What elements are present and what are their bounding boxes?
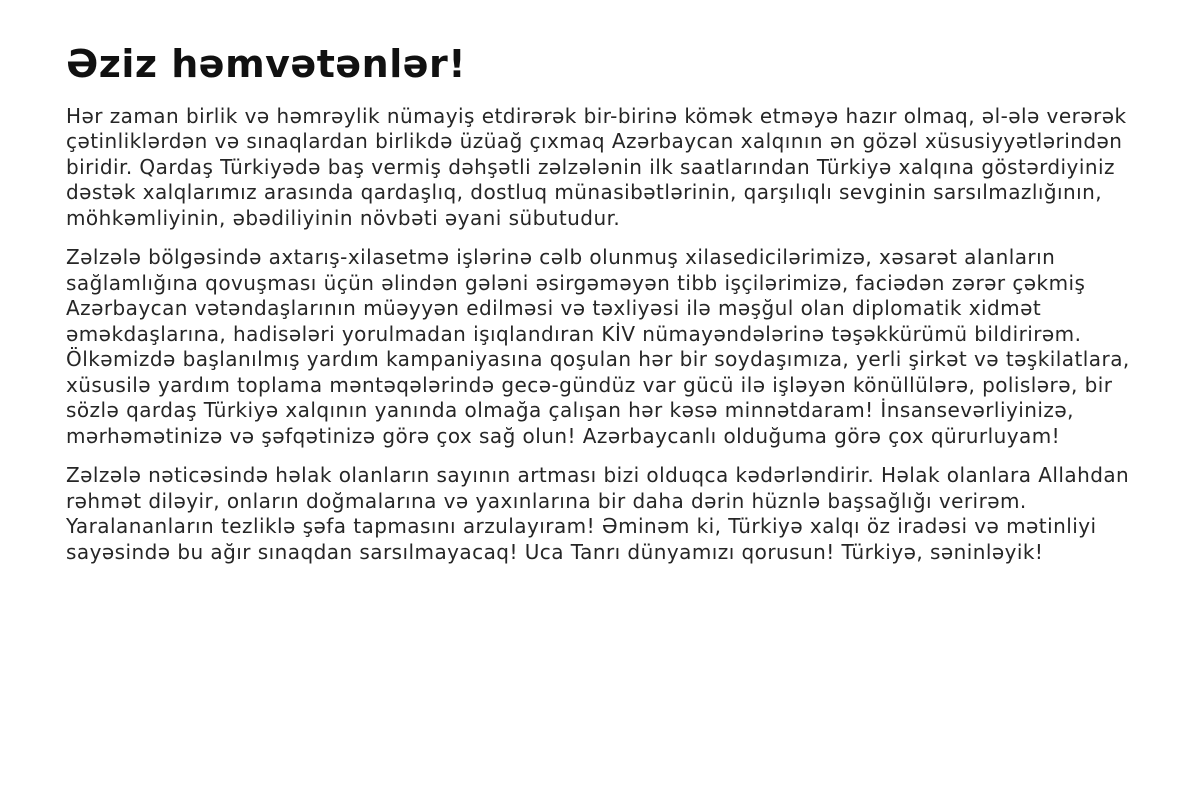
page-title: Əziz həmvətənlər! <box>66 42 467 86</box>
statement-document <box>66 30 1156 579</box>
paragraph-1: Hər zaman birlik və həmrəylik nümayiş etdirərək bir-birinə kömək etməyə hazır olmaq, əl-ələ verərək çətinliklərdən və sınaqlardan birlikdə üzüağ çıxmaq Azərbaycan xalqının ən gözəl xüsusiyyətlərindən biridir. Qardaş Türkiyədə baş vermiş dəhşətli zəlzələnin ilk saatlarından Türkiyə xalqına göstərdiyiniz dəstək xalqlarımız arasında qardaşlıq, dostluq münasibətlərinin, qarşılıqlı sevginin sarsılmazlığının, möhkəmliyinin, əbədiliyinin növbəti əyani sübutudur. <box>66 103 1127 230</box>
paragraph-2: Zəlzələ bölgəsində axtarış-xilasetmə işlərinə cəlb olunmuş xilasedicilərimizə, xəsarət alanların sağlamlığına qovuşması üçün əlindən gələni əsirgəməyən tibb işçilərimizə, faciədən zərər çəkmiş Azərbaycan vətəndaşlarının müəyyən edilməsi və təxliyəsi ilə məşğul olan diplomatik xidmət əməkdaşlarına, hadisələri yorulmadan işıqlandıran KİV nümayəndələrinə təşəkkürümü bildirirəm. Ölkəmizdə başlanılmış yardım kampaniyasına qoşulan hər bir soydaşımıza, yerli şirkət və təşkilatlara, xüsusilə yardım toplama məntəqələrində gecə-gündüz var gücü ilə işləyən könüllülərə, polislərə, bir sözlə qardaş Türkiyə xalqının yanında olmağa çalışan hər kəsə minnətdaram! İnsansevərliyinizə, mərhəmətinizə və şəfqətinizə görə çox sağ olun! Azərbaycanlı olduğuma görə çox qürurluyam! <box>66 245 1130 448</box>
paragraph-3: Zəlzələ nəticəsində həlak olanların sayının artması bizi olduqca kədərləndirir. Həlak olanlara Allahdan rəhmət diləyir, onların doğmalarına və yaxınlarına bir daha dərin hüznlə başsağlığı verirəm. Yaralananların tezliklə şəfa tapmasını arzulayıram! Əminəm ki, Türkiyə xalqı öz iradəsi və mətinliyi sayəsində bu ağır sınaqdan sarsılmayacaq! Uca Tanrı dünyamızı qorusun! Türkiyə, səninləyik! <box>66 463 1130 564</box>
